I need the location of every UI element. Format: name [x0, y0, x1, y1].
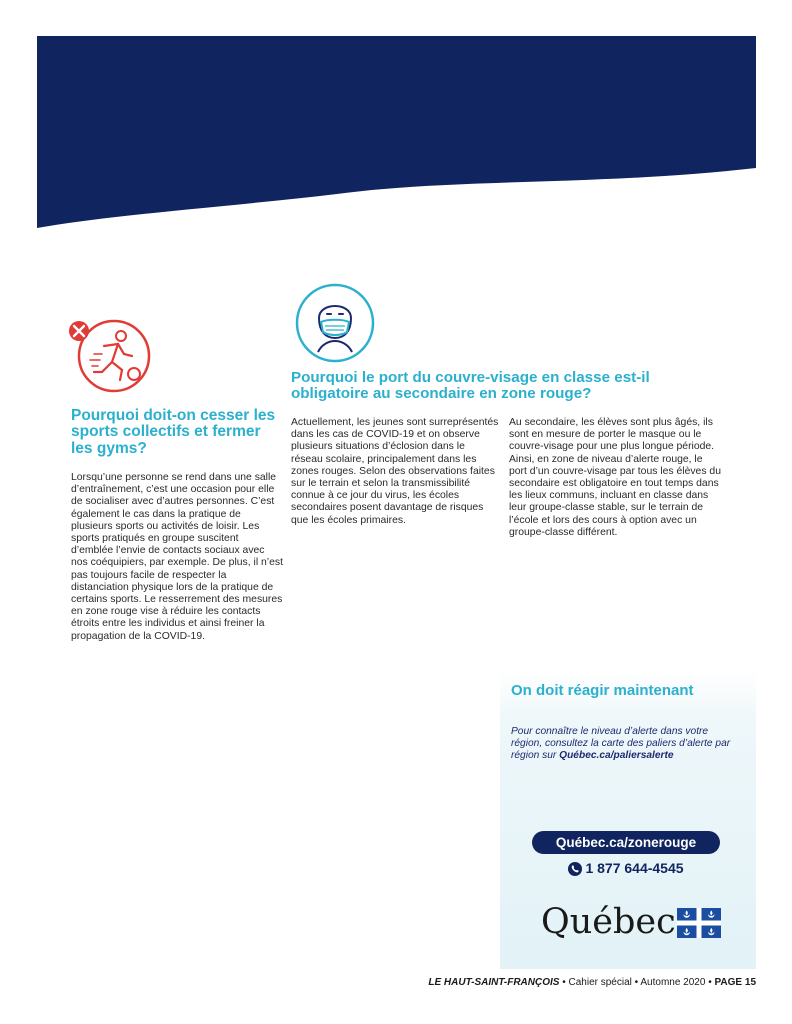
page-footer: [428, 977, 756, 988]
panel-text: [511, 726, 741, 763]
section2-heading: Pourquoi le port du couvre-visage en classe est-il obligatoire au secondaire en zone rouge?: [291, 369, 650, 402]
footer-publication: LE HAUT-SAINT-FRANÇOIS: [428, 977, 560, 988]
paliers-alerte-link[interactable]: Québec.ca/paliersalerte: [559, 750, 674, 762]
panel-text-body: Pour connaître le niveau d’alerte dans votre région, consultez la carte des paliers d’alerte par région sur: [511, 726, 731, 762]
panel-title: On doit réagir maintenant: [511, 682, 694, 699]
quebec-logo-wordmark: Québec: [541, 902, 676, 942]
section1-paragraph: Lorsqu’une personne se rend dans une salle d’entraînement, c’est une occasion pour elle de socialiser avec d’autres personnes. C’est également le cas dans la pratique de plusieurs sports ou activités de loisir. Les sports pratiqués en groupe suscitent d’emblée l’envie de contacts sociaux avec nos coéquipiers, par exemple. De plus, il n’est pas toujours facile de respecter la distanciation physique lors de la pratique de certains sports. Le resserrement des mesures en zone rouge vise à réduire les contacts étroits entre les individus et ainsi freiner la propagation de la COVID-19.: [71, 472, 283, 642]
footer-page-number: PAGE 15: [714, 977, 756, 988]
phone-line: [532, 858, 720, 878]
quebec-flag-icon: [677, 908, 721, 938]
phone-icon: [568, 862, 582, 876]
section1-heading: Pourquoi doit-on cesser les sports collectifs et fermer les gyms?: [71, 407, 276, 457]
zonerouge-link-pill[interactable]: Québec.ca/zonerouge: [532, 831, 720, 854]
section2-column-2: Au secondaire, les élèves sont plus âgés, ils sont en mesure de porter le masque ou le couvre-visage pour une plus longue période. Ainsi, en zone de niveau d’alerte rouge, le port d’un couvre-visage par tous les élèves du secondaire est obligatoire en tout temps dans les lieux communs, incluant en classe dans leur groupe-classe stable, sur le terrain de l’école et lors des cours à option avec un groupe-classe différent.: [509, 417, 721, 538]
masked-face-icon: [294, 282, 376, 364]
phone-number[interactable]: 1 877 644-4545: [585, 860, 684, 876]
footer-edition: • Cahier spécial • Automne 2020 •: [562, 977, 712, 988]
header-banner: [37, 36, 756, 236]
no-sports-icon: [66, 318, 152, 394]
section2-column-1: Actuellement, les jeunes sont surreprésentés dans les cas de COVID-19 et on observe plusieurs situations d’éclosion dans le réseau scolaire, principalement dans les zones rouges. Selon des observations faites sur le terrain et selon la transmissibilité connue à ce jour du virus, les écoles secondaires posent davantage de risques que les écoles primaires.: [291, 417, 499, 526]
